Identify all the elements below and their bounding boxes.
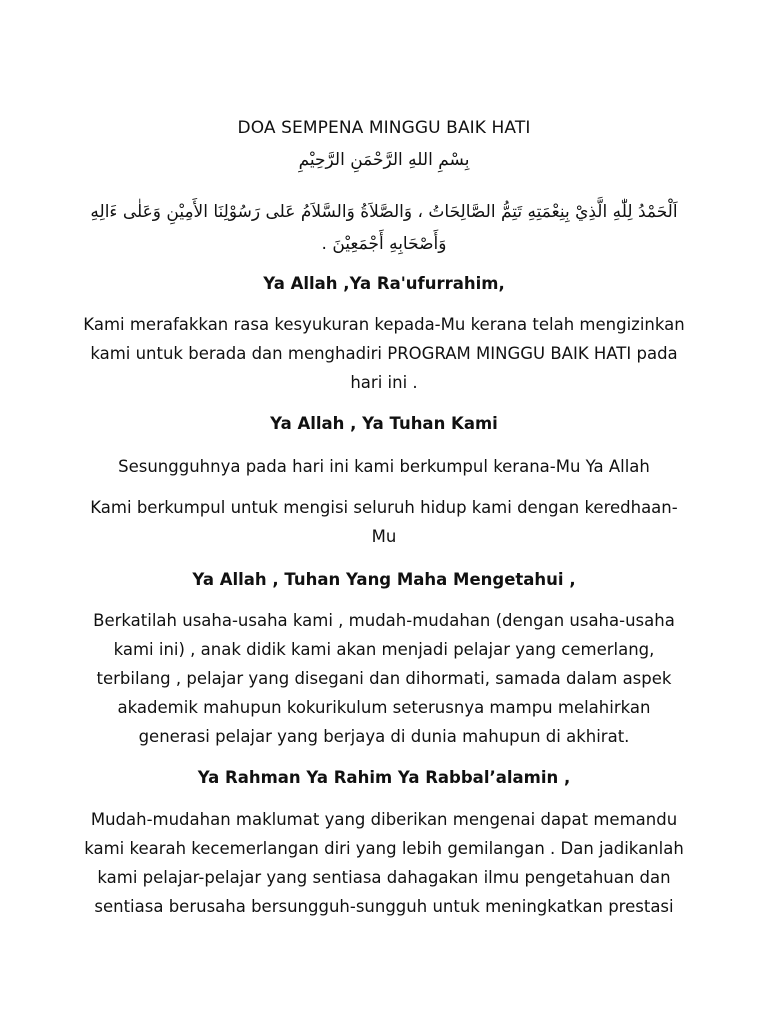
paragraph-line: hari ini . [350, 373, 418, 392]
section-heading: Ya Allah ,Ya Ra'ufurrahim, [263, 274, 505, 293]
hamdalah-line: وَأَصْحَابِهِ أَجْمَعِيْنَ . [321, 234, 447, 254]
paragraph [82, 310, 686, 397]
paragraph-line: kami kearah kecemerlangan diri yang lebih gemilangan . Dan jadikanlah [84, 839, 684, 858]
paragraph-line: kami ini) , anak didik kami akan menjadi pelajar yang cemerlang, [113, 640, 655, 659]
paragraph-line: Mu [371, 527, 397, 546]
hamdalah-line: اَلْحَمْدُ لِلّٰهِ الَّذِيْ بِنِعْمَتِهِ تَتِمُّ الصَّالِحَاتُ ، وَالصَّلاَةُ وَالسَّلاَمُ عَلى رَسُوْلِنَا الأَمِيْنِ وَعَلٰى ءَالِهِ [90, 202, 678, 222]
hamdalah-text [70, 196, 698, 260]
section-heading: Ya Rahman Ya Rahim Ya Rabbal’alamin , [197, 768, 571, 787]
paragraph-line: generasi pelajar yang berjaya di dunia mahupun di akhirat. [138, 727, 630, 746]
paragraph-line: Kami merafakkan rasa kesyukuran kepada-Mu kerana telah mengizinkan [83, 315, 685, 334]
document-title: DOA SEMPENA MINGGU BAIK HATI [237, 118, 531, 138]
paragraph-line: kami untuk berada dan menghadiri PROGRAM MINGGU BAIK HATI pada [90, 344, 678, 363]
bismillah-text: بِسْمِ اللهِ الرَّحْمَنِ الرَّحِيْمِ [298, 150, 470, 170]
paragraph-line: kami pelajar-pelajar yang sentiasa dahagakan ilmu pengetahuan dan [97, 868, 671, 887]
section-heading: Ya Allah , Tuhan Yang Maha Mengetahui , [192, 570, 576, 589]
paragraph-line: akademik mahupun kokurikulum seterusnya mampu melahirkan [117, 698, 651, 717]
paragraph-line: Sesungguhnya pada hari ini kami berkumpul kerana-Mu Ya Allah [118, 457, 650, 476]
paragraph [82, 452, 686, 481]
paragraph-line: Berkatilah usaha-usaha kami , mudah-mudahan (dengan usaha-usaha [93, 611, 675, 630]
section-heading: Ya Allah , Ya Tuhan Kami [270, 414, 498, 433]
paragraph-line: Kami berkumpul untuk mengisi seluruh hidup kami dengan keredhaan- [90, 498, 678, 517]
paragraph [82, 606, 686, 751]
paragraph-line: terbilang , pelajar yang disegani dan dihormati, samada dalam aspek [96, 669, 672, 688]
paragraph-line: Mudah-mudahan maklumat yang diberikan mengenai dapat memandu [90, 810, 678, 829]
paragraph [82, 493, 686, 551]
paragraph [82, 805, 686, 921]
paragraph-line: sentiasa berusaha bersungguh-sungguh untuk meningkatkan prestasi [94, 897, 674, 916]
